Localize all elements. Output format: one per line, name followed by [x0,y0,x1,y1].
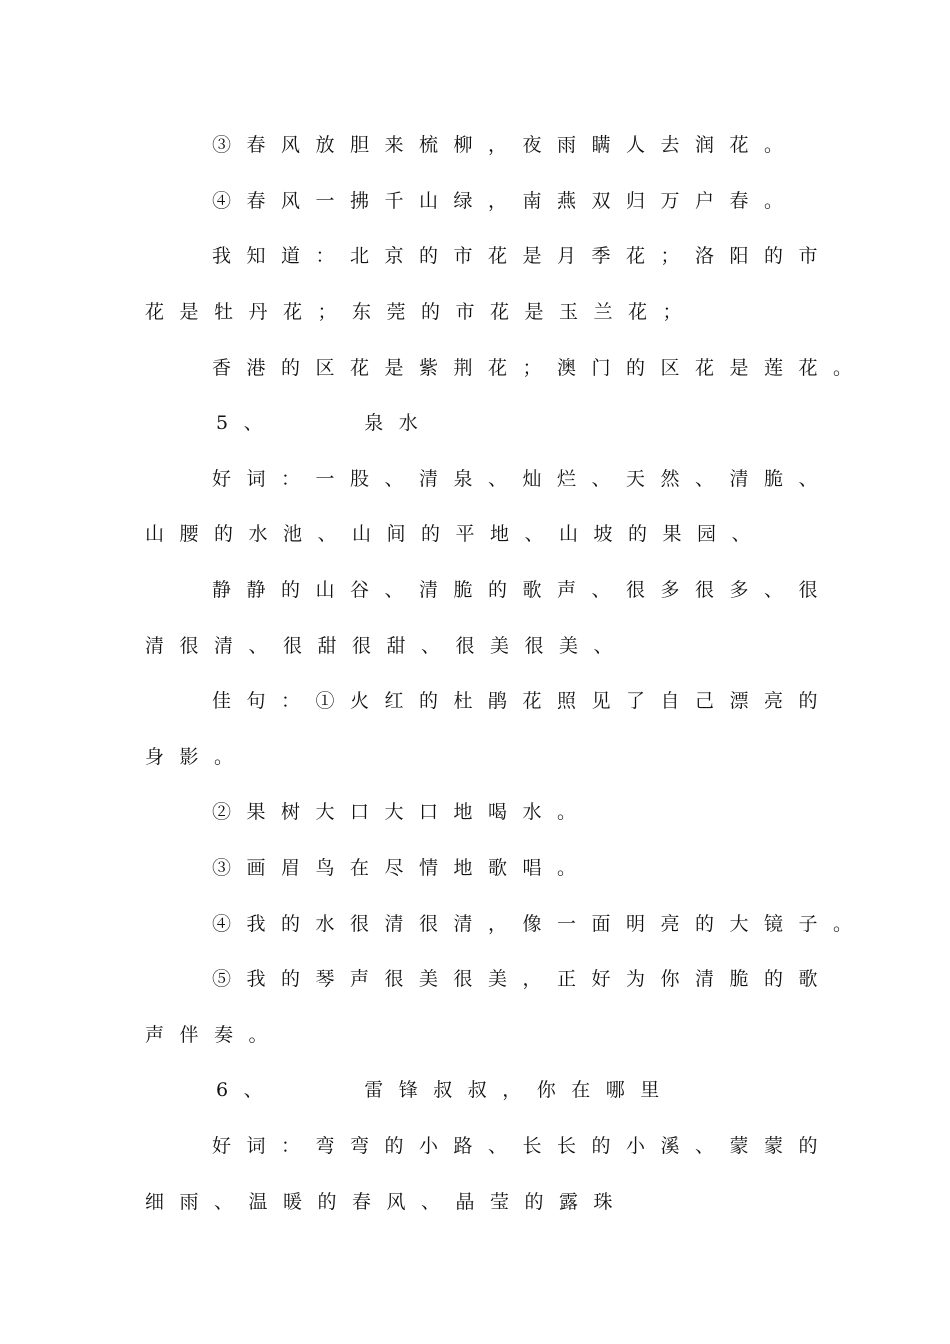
text-line-20: 细雨、温暖的春风、晶莹的露珠 [145,1191,629,1213]
text-line-9: 静静的山谷、清脆的歌声、很多很多、很 [212,579,834,601]
section-heading-5: 5、 泉水 [216,412,434,434]
text-line-5: 香港的区花是紫荆花；澳门的区花是莲花。 [212,357,868,379]
text-line-7: 好词：一股、清泉、灿烂、天然、清脆、 [212,468,834,490]
section-heading-6: 6、 雷锋叔叔，你在哪里 [216,1079,675,1101]
text-line-17: 声伴奏。 [145,1024,284,1046]
text-line-13: ②果树大口大口地喝水。 [212,801,592,823]
text-line-14: ③画眉鸟在尽情地歌唱。 [212,857,592,879]
text-line-10: 清很清、很甜很甜、很美很美、 [145,635,629,657]
text-line-3: 我知道：北京的市花是月季花；洛阳的市 [212,245,834,267]
text-line-15: ④我的水很清很清，像一面明亮的大镜子。 [212,913,868,935]
text-line-11: 佳句：①火红的杜鹃花照见了自己漂亮的 [212,690,834,712]
text-line-19: 好词：弯弯的小路、长长的小溪、蒙蒙的 [212,1135,834,1157]
text-line-12: 身影。 [145,746,249,768]
text-line-1: ③春风放胆来梳柳，夜雨瞒人去润花。 [212,134,799,156]
text-line-4: 花是牡丹花；东莞的市花是玉兰花； [145,301,698,323]
text-line-16: ⑤我的琴声很美很美，正好为你清脆的歌 [212,968,834,990]
text-line-8: 山腰的水池、山间的平地、山坡的果园、 [145,523,767,545]
text-line-2: ④春风一拂千山绿，南燕双归万户春。 [212,190,799,212]
